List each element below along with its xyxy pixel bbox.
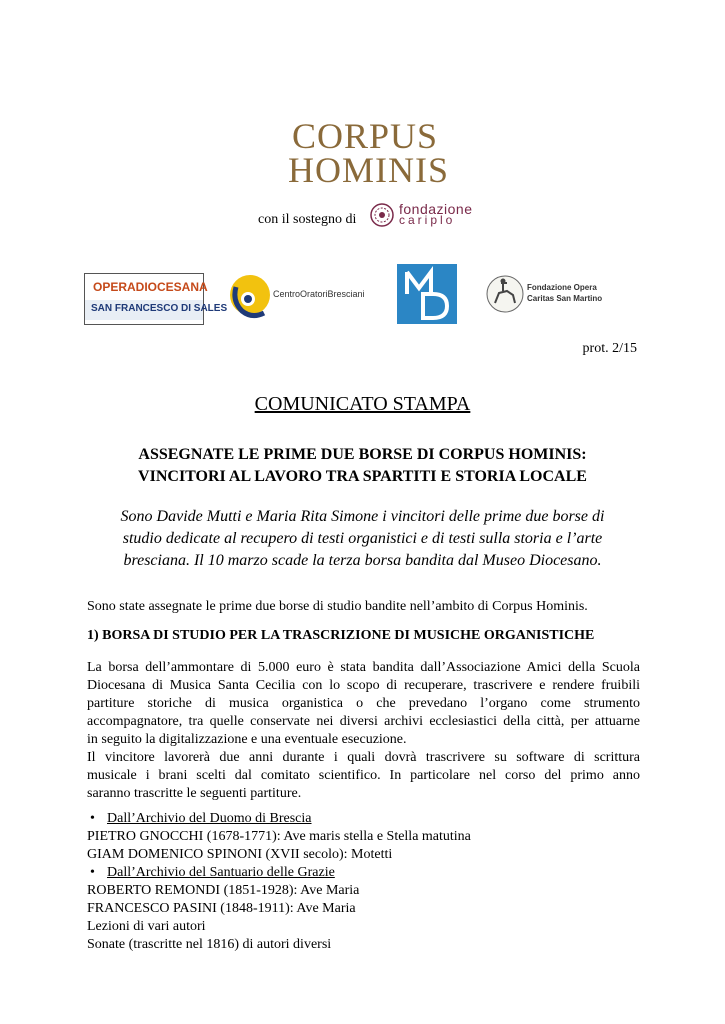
body-line: Diocesana di Musica Santa Cecilia con lo scopo di recuperare, trascrivere e rendere fruibili [87,678,640,693]
lead-paragraph [90,506,635,572]
opera-diocesana-logo [84,273,228,325]
archive-name: Dall’Archivio del Duomo di Brescia [107,811,312,826]
list-item-archive [87,810,640,828]
caritas-logo-text: Fondazione Opera Caritas San Martino [527,283,603,303]
headline-line: VINCITORI AL LAVORO TRA SPARTITI E STORIA LOCALE [138,468,587,485]
cariplo-word-fondazione: fondazione [399,201,473,217]
caritas-san-martino-logo [485,269,615,319]
archive-name: Dall’Archivio del Santuario delle Grazie [107,865,335,880]
list-item-archive [87,864,640,882]
list-item: Lezioni di vari autori [87,919,206,934]
list-item: FRANCESCO PASINI (1848-1911): Ave Maria [87,901,356,916]
md-logo [397,264,457,324]
body-paragraph [87,659,640,803]
bullet-icon: • [90,811,95,826]
lead-line: studio dedicate al recupero di testi organistici e di testi sulla storia e l’arte [122,530,603,547]
body-line: accompagnatore, tra quelle conservate nei diversi archivi ecclesiastici della città, per attuarne [87,714,640,729]
list-item: GIAM DOMENICO SPINONI (XVII secolo): Motetti [87,847,393,862]
corpus-logo-line2: HOMINIS [288,150,450,190]
body-line: saranno trascritte le seguenti partiture. [87,786,302,801]
opera-logo-line2: SAN FRANCESCO DI SALES [91,303,228,314]
headline [90,444,635,488]
san-martino-emblem-icon [485,269,525,319]
cariplo-emblem-icon [369,201,397,229]
list-item: Sonate (trascritte nel 1816) di autori diversi [87,937,332,952]
headline-line: ASSEGNATE LE PRIME DUE BORSE DI CORPUS HOMINIS: [138,446,587,463]
lead-line: bresciana. Il 10 marzo scade la terza borsa bandita dal Museo Diocesano. [123,552,602,569]
list-item: PIETRO GNOCCHI (1678-1771): Ave maris stella e Stella matutina [87,829,471,844]
corpus-hominis-logo [286,116,454,196]
centro-oratori-bresciani-logo [228,267,373,327]
page-title: COMUNICATO STAMPA [254,393,471,415]
md-monogram-icon [397,264,457,324]
body-line: partiture storiche di musica organistica o che prevedano l’organo come strumento [87,696,640,711]
archive-lists [87,810,640,954]
list-item: ROBERTO REMONDI (1851-1928): Ave Maria [87,883,360,898]
intro-paragraph: Sono state assegnate le prime due borse di studio bandite nell’ambito di Corpus Hominis. [87,599,588,614]
opera-logo-line1: OPERADIOCESANA [93,280,208,294]
support-text: con il sostegno di [258,212,357,227]
corpus-logo-line1: CORPUS [292,116,439,156]
centro-logo-label: CentroOratoriBresciani [273,289,365,299]
bullet-icon: • [90,865,95,880]
cariplo-word-cariplo: cariplo [399,213,456,227]
lead-line: Sono Davide Mutti e Maria Rita Simone i vincitori delle prime due borse di [120,508,605,525]
body-line: Il vincitore lavorerà due anni durante i quali dovrà trascrivere su software di scrittura [87,750,640,765]
body-line: La borsa dell’ammontare di 5.000 euro è stata bandita dall’Associazione Amici della Scuola [87,660,640,675]
centro-emblem-icon [228,267,272,327]
fondazione-cariplo-logo [369,201,473,229]
body-line: musicale i brani scelti dal comitato scientifico. In particolare nel corso del primo anno [87,768,640,783]
body-line: in seguito la digitalizzazione e una eventuale esecuzione. [87,732,407,747]
protocol-number: prot. 2/15 [582,341,637,356]
section-heading: 1) BORSA DI STUDIO PER LA TRASCRIZIONE DI MUSICHE ORGANISTICHE [87,628,595,643]
